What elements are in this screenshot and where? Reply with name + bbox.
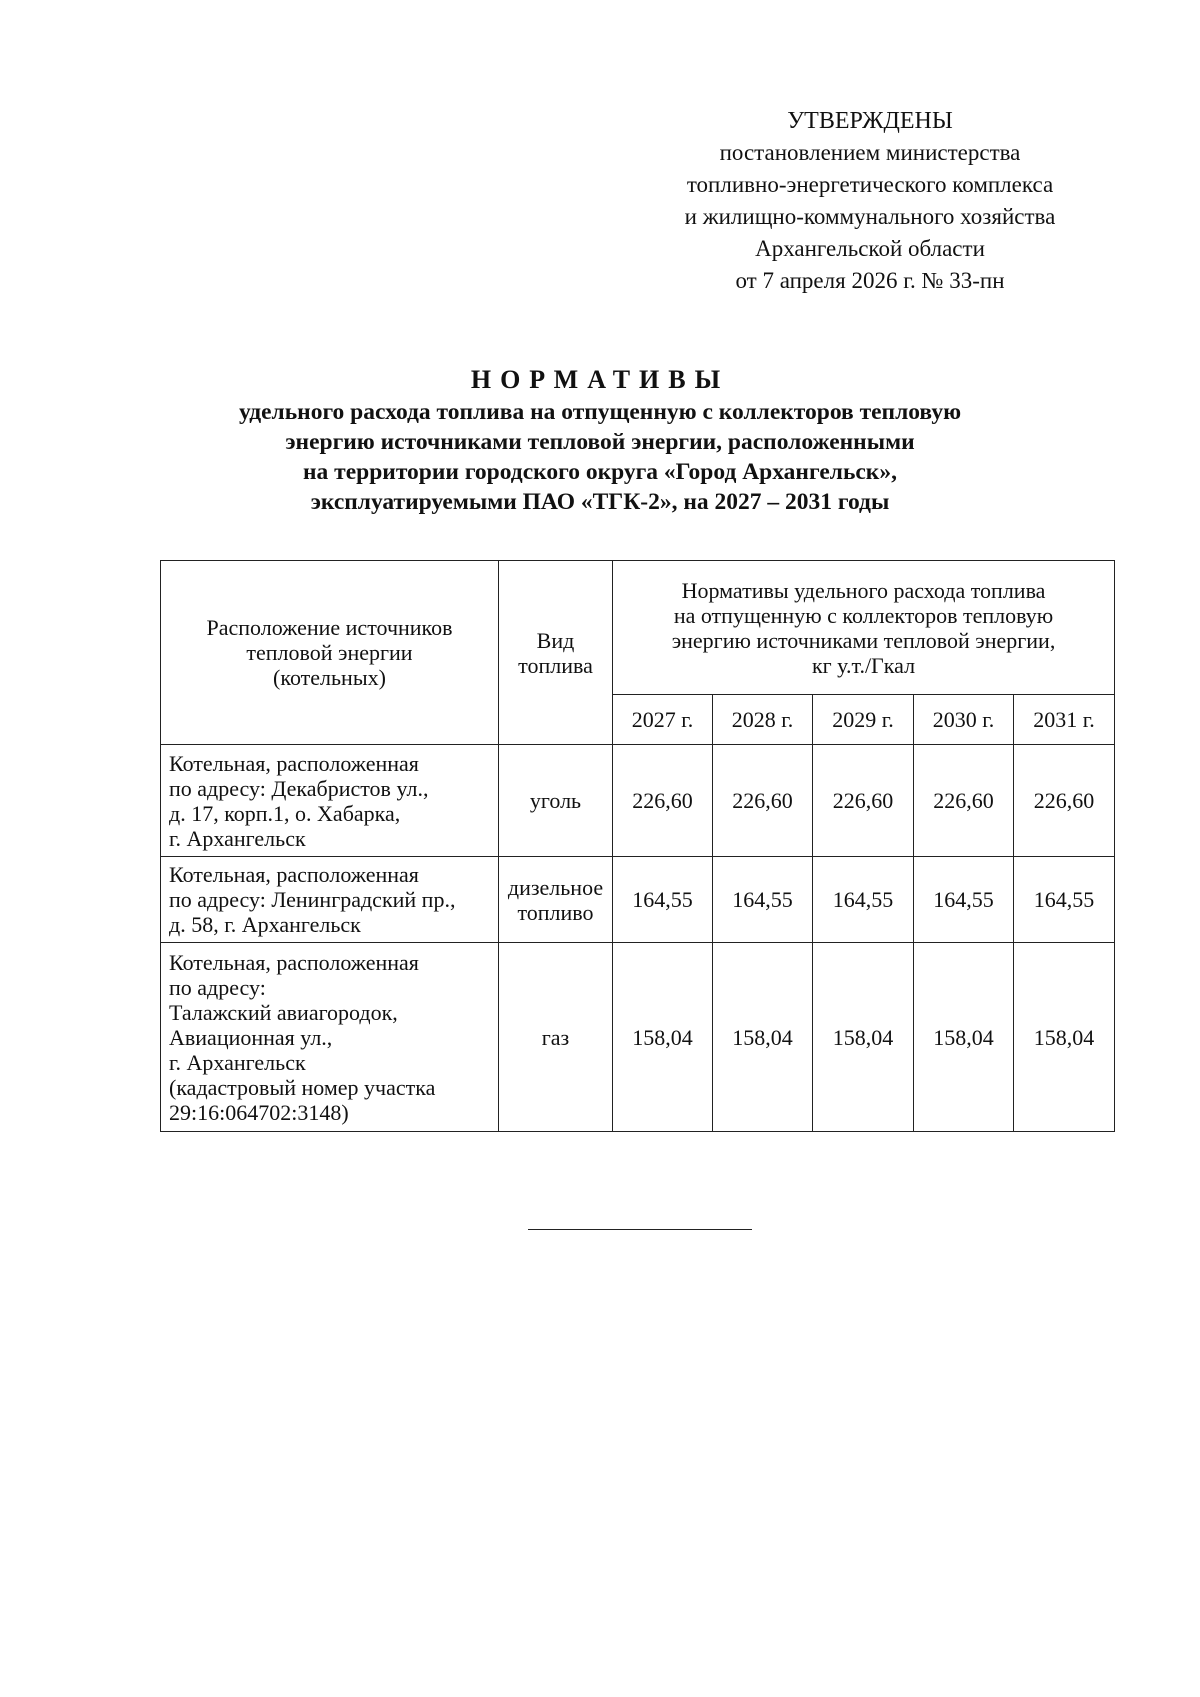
table-row [161,943,1115,1132]
header-norms-line: энергию источниками тепловой энергии, [671,627,1056,653]
title-line: удельного расхода топлива на отпущенную с коллекторов тепловую [238,399,962,425]
value-2028: 158,04 [713,943,813,1132]
row-fuel [499,745,613,857]
value-2029: 226,60 [813,745,914,857]
approval-line: постановлением министерства [719,140,1021,165]
approval-line: и жилищно-коммунального хозяйства [684,204,1056,229]
row-location [161,857,499,943]
header-norms [613,561,1115,695]
title-line: энергию источниками тепловой энергии, расположенными [285,429,915,455]
table-header-row [161,561,1115,695]
title-line: эксплуатируемыми ПАО «ТГК-2», на 2027 – 2031 годы [310,489,890,515]
approval-heading: УТВЕРЖДЕНЫ [787,108,953,134]
row-location [161,943,499,1132]
fuel-line: уголь [529,788,582,813]
location-line: (кадастровый номер участка [169,1074,436,1100]
header-location [161,561,499,745]
header-location-line: тепловой энергии [246,640,413,665]
table-row [161,745,1115,857]
document-title [130,363,1070,517]
year-2027: 2027 г. [613,695,713,745]
location-line: д. 58, г. Архангельск [169,912,361,937]
header-location-line: Расположение источников [206,615,453,640]
location-line: Талажский авиагородок, [169,999,398,1025]
location-line: по адресу: [169,974,266,1000]
location-line: по адресу: Декабристов ул., [169,775,429,801]
value-2030: 226,60 [914,745,1014,857]
fuel-line: топливо [517,899,594,925]
header-norms-unit: кг у.т./Гкал [811,652,916,678]
location-line: по адресу: Ленинградский пр., [169,887,456,912]
location-line: 29:16:064702:3148) [169,1099,349,1125]
value-2027: 226,60 [613,745,713,857]
title-line: на территории городского округа «Город Архангельск», [303,459,897,485]
fuel-line: газ [541,1024,570,1050]
approval-block [620,105,1120,297]
location-line: Котельная, расположенная [169,750,419,776]
approval-line: Архангельской области [755,236,985,261]
title-main: НОРМАТИВЫ [470,365,730,394]
value-2028: 164,55 [713,857,813,943]
value-2028: 226,60 [713,745,813,857]
location-line: Котельная, расположенная [169,862,419,887]
value-2031: 158,04 [1014,943,1115,1132]
header-fuel-line: топлива [518,652,593,678]
value-2029: 158,04 [813,943,914,1132]
location-line: г. Архангельск [169,1049,306,1075]
value-2027: 158,04 [613,943,713,1132]
approval-date: от 7 апреля 2026 г. № 33-пн [735,268,1005,293]
header-norms-line: Нормативы удельного расхода топлива [681,577,1046,603]
value-2031: 164,55 [1014,857,1115,943]
header-fuel-line: Вид [536,627,575,653]
location-line: г. Архангельск [169,825,306,851]
approval-line: топливно-энергетического комплекса [686,172,1054,197]
table-row [161,857,1115,943]
location-line: Котельная, расположенная [169,949,419,975]
norms-table [160,560,1115,1132]
location-line: д. 17, корп.1, о. Хабарка, [169,800,401,826]
end-divider [528,1229,752,1230]
location-line: Авиационная ул., [169,1024,333,1050]
year-2029: 2029 г. [813,695,914,745]
row-location [161,745,499,857]
value-2031: 226,60 [1014,745,1115,857]
year-2028: 2028 г. [713,695,813,745]
header-norms-line: на отпущенную с коллекторов тепловую [673,602,1054,628]
row-fuel [499,943,613,1132]
value-2027: 164,55 [613,857,713,943]
row-fuel [499,857,613,943]
value-2030: 158,04 [914,943,1014,1132]
value-2030: 164,55 [914,857,1014,943]
year-2030: 2030 г. [914,695,1014,745]
value-2029: 164,55 [813,857,914,943]
fuel-line: дизельное [507,874,604,900]
year-2031: 2031 г. [1014,695,1115,745]
header-fuel [499,561,613,745]
header-location-line: (котельных) [273,665,386,690]
